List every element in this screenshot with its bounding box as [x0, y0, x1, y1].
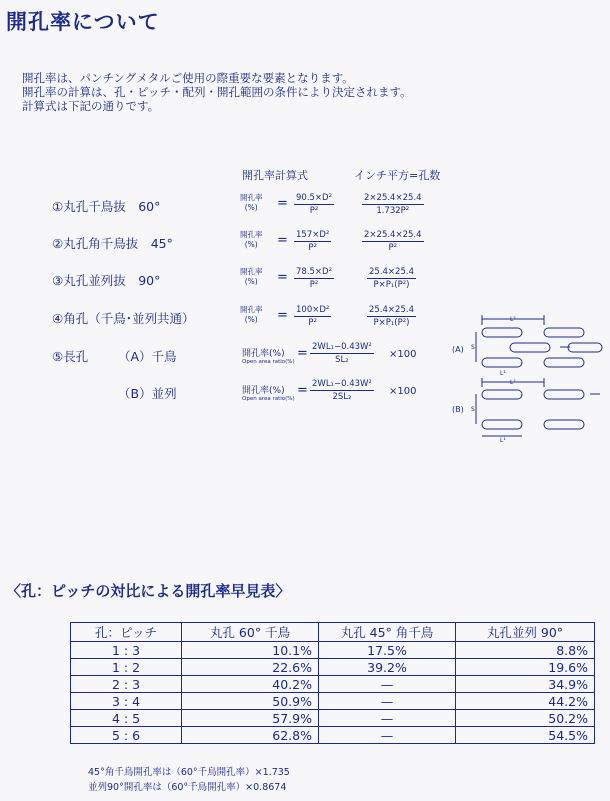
table-cell: 2 : 3	[71, 676, 182, 693]
equals-sign: =	[297, 346, 308, 361]
table-cell: 39.2%	[319, 659, 456, 676]
slot-shape	[510, 343, 550, 352]
table-cell: 50.2%	[456, 710, 595, 727]
intro-line-2: 開孔率の計算は、孔・ピッチ・配列・開孔範囲の条件により決定されます。	[22, 85, 412, 99]
table-cell: 5 : 6	[71, 727, 182, 744]
dim-l1-label: L¹	[500, 437, 506, 442]
slot-a-numerator: 2WL₁−0.43W²	[312, 342, 372, 352]
times-100: ×100	[389, 386, 417, 397]
table-cell: 4 : 5	[71, 710, 182, 727]
equals-sign: =	[297, 383, 308, 398]
diagram-b-label: (B)	[452, 405, 464, 414]
table-row	[71, 676, 595, 693]
note-line-2: 並列90°開孔率は（60°千鳥開孔率）×0.8674	[88, 782, 287, 793]
dim-s-label: S	[471, 406, 475, 413]
formula-label: ②丸孔角千鳥抜 45°	[52, 236, 173, 251]
diagram-a-label: (A)	[452, 345, 464, 354]
formula-numerator: 100×D²	[296, 305, 330, 315]
count-denominator: 1.732P²	[376, 206, 410, 216]
dim-s-label: S	[471, 344, 475, 351]
slot-b-label: （B）並列	[118, 386, 177, 401]
page-title: 開孔率について	[6, 10, 160, 34]
slot-a-denominator: SL₂	[335, 355, 349, 365]
formula-denominator: P²	[309, 206, 319, 216]
pct-label: (%)	[244, 240, 258, 249]
intro-line-3: 計算式は下記の通りです。	[22, 99, 160, 113]
slot-shape	[482, 328, 522, 337]
formula-numerator: 157×D²	[296, 230, 330, 240]
equals-sign: =	[277, 196, 288, 211]
ratio-label: 開孔率	[240, 230, 263, 239]
table-cell: 8.8%	[456, 642, 595, 659]
table-cell: 34.9%	[456, 676, 595, 693]
table-header-row	[71, 623, 595, 642]
dim-l2-label: L²	[510, 316, 516, 323]
slot-b-denominator: 2SL₂	[332, 392, 352, 402]
table-cell: —	[319, 676, 456, 693]
count-numerator: 2×25.4×25.4	[364, 193, 422, 203]
count-denominator: P×P₁(P²)	[373, 318, 410, 328]
slot-a-label: （A）千鳥	[118, 349, 177, 364]
ratio-label: 開孔率	[240, 305, 263, 314]
count-denominator: P²	[388, 243, 398, 253]
table-cell: 40.2%	[182, 676, 319, 693]
formula-numerator: 90.5×D²	[296, 193, 333, 203]
open-ratio-table	[70, 622, 595, 744]
table-title: 〈孔：ピッチの対比による開孔率早見表〉	[6, 582, 291, 600]
table-row	[71, 693, 595, 710]
table-cell: 57.9%	[182, 710, 319, 727]
slot-label: ⑤長孔	[52, 349, 89, 364]
slot-shape	[544, 390, 584, 399]
equals-sign: =	[277, 233, 288, 248]
equals-sign: =	[277, 308, 288, 323]
col-header: 丸孔 45° 角千鳥	[319, 623, 456, 642]
slot-shape	[482, 358, 522, 367]
slot-shape	[568, 343, 602, 352]
pct-label: (%)	[244, 277, 258, 286]
table-row	[71, 642, 595, 659]
formula-label: ①丸孔千鳥抜 60°	[52, 199, 161, 214]
intro-line-1: 開孔率は、パンチングメタルご使用の際重要な要素となります。	[22, 71, 354, 85]
slot-b-numerator: 2WL₁−0.43W²	[312, 379, 372, 389]
count-numerator: 25.4×25.4	[369, 305, 414, 315]
slot-diagram	[448, 312, 606, 442]
dim-l1-label: L¹	[500, 370, 506, 377]
dim-l2-label: L²	[510, 379, 516, 386]
ratio-label: 開孔率	[240, 267, 263, 276]
table-row	[71, 710, 595, 727]
pct-label: (%)	[244, 203, 258, 212]
table-cell: —	[319, 710, 456, 727]
table-cell: —	[319, 693, 456, 710]
ratio-pct-label: 開孔率(%)	[242, 349, 285, 359]
open-area-label: Open area ratio(%)	[242, 396, 295, 402]
slot-shape	[544, 328, 584, 337]
table-cell: —	[319, 727, 456, 744]
pct-label: (%)	[244, 315, 258, 324]
count-header: インチ平方=孔数	[354, 169, 441, 182]
table-cell: 22.6%	[182, 659, 319, 676]
table-cell: 44.2%	[456, 693, 595, 710]
table-cell: 1 : 2	[71, 659, 182, 676]
col-header: 孔：ピッチ	[71, 623, 182, 642]
slot-shape	[544, 420, 584, 429]
formula-denominator: P²	[308, 243, 317, 253]
table-row	[71, 727, 595, 744]
slot-shape	[482, 390, 522, 399]
times-100: ×100	[389, 349, 417, 360]
slot-shape	[482, 420, 522, 429]
count-denominator: P×P₁(P²)	[373, 280, 410, 290]
slot-shape	[544, 358, 584, 367]
count-numerator: 25.4×25.4	[369, 267, 414, 277]
table-cell: 1 : 3	[71, 642, 182, 659]
table-row	[71, 659, 595, 676]
ratio-pct-label: 開孔率(%)	[242, 386, 285, 396]
formula-label: ④角孔（千鳥･並列共通）	[52, 311, 195, 326]
table-cell: 3 : 4	[71, 693, 182, 710]
formula-label: ③丸孔並列抜 90°	[52, 273, 161, 288]
col-header: 丸孔並列 90°	[456, 623, 595, 642]
table-cell: 50.9%	[182, 693, 319, 710]
ratio-label: 開孔率	[240, 193, 263, 202]
table-cell: 19.6%	[456, 659, 595, 676]
open-area-label: Open area ratio(%)	[242, 359, 295, 365]
table-cell: 17.5%	[319, 642, 456, 659]
count-numerator: 2×25.4×25.4	[364, 230, 422, 240]
formula-numerator: 78.5×D²	[296, 267, 333, 277]
equals-sign: =	[277, 270, 288, 285]
formula-denominator: P²	[309, 280, 319, 290]
note-line-1: 45°角千鳥開孔率は（60°千鳥開孔率）×1.735	[88, 767, 290, 778]
col-header: 丸孔 60° 千鳥	[182, 623, 319, 642]
table-cell: 54.5%	[456, 727, 595, 744]
table-cell: 10.1%	[182, 642, 319, 659]
formula-header: 開孔率計算式	[242, 169, 308, 182]
table-cell: 62.8%	[182, 727, 319, 744]
formula-denominator: P²	[308, 318, 317, 328]
